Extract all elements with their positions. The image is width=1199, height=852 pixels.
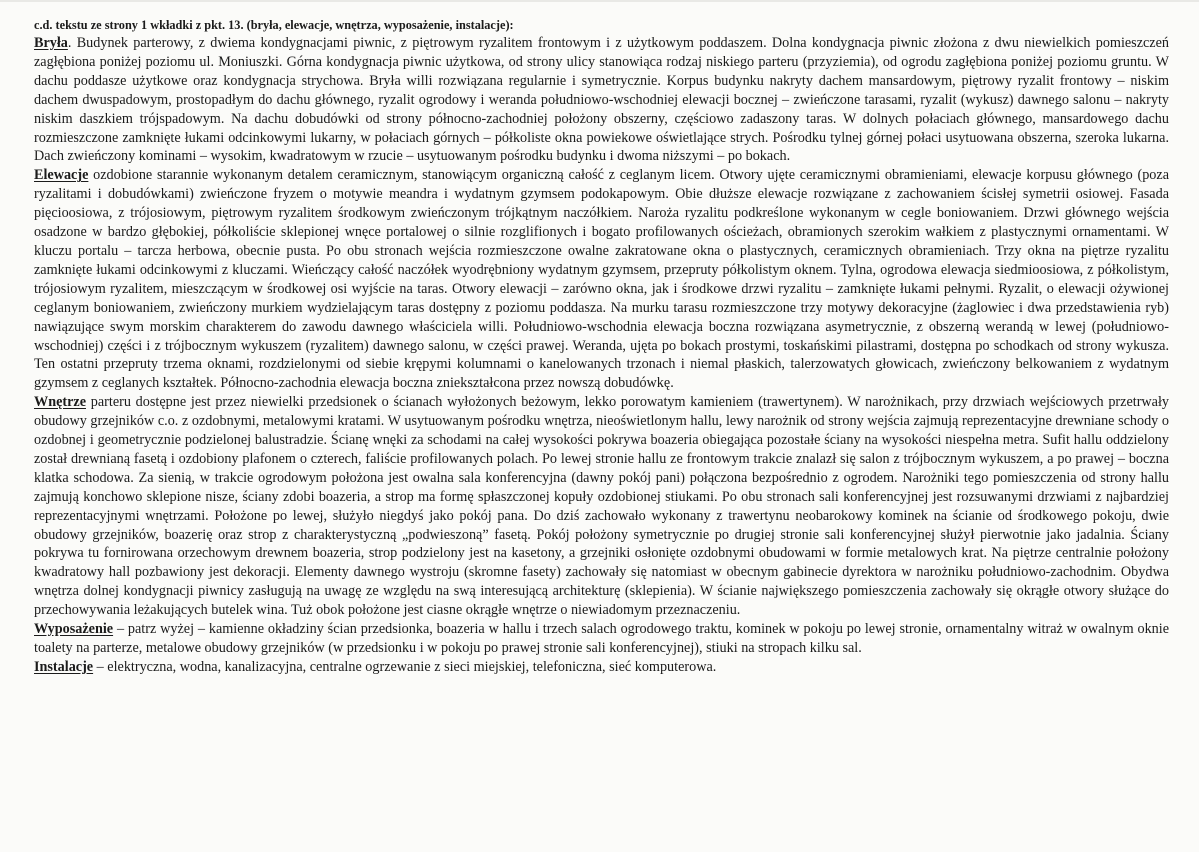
section-label-elewacje: Elewacje — [34, 167, 89, 184]
section-text-elewacje: ozdobione starannie wykonanym detalem ceramicznym, stanowiącym organiczną całość z ceglanym licem. Otwory ujęte ceramicznymi obramieniami, elewacje korpusu głównego (poza ryzalitami i dobudówkami) zwieńczone fryzem o motywie meandra i wydatnym gzymsem podokapowym. Obie dłuższe elewacje rozwiązane z zachowaniem ścisłej symetrii osiowej. Fasada pięcioosiowa, z trójosiowym, piętrowym ryzalitem środkowym zwieńczonym trójkątnym naczółkiem. Naroża ryzalitu podkreślone wykonanym w cegle boniowaniem. Drzwi głównego wejścia osadzone w bardzo głębokiej, półkoliście sklepionej wnęce portalowej o silnie rozglifionych i bogato profilowanych ościeżach, obramionych szerokim wałkiem z plastycznymi ornamentami. W kluczu portalu – tarcza herbowa, obecnie pusta. Po obu stronach wejścia rozmieszczone owalne zakratowane okna o plastycznych, ceramicznych obramieniach. Trzy okna na piętrze ryzalitu zamknięte łukami odcinkowymi z kluczami. Wieńczący całość naczółek wyodrębniony wydatnym gzymsem, przepruty półkolistym oknem. Tylna, ogrodowa elewacja siedmioosiowa, z półkolistym, trójosiowym ryzalitem, mieszczącym w środkowej osi wyjście na taras. Otwory elewacji – zarówno okna, jak i środkowe drzwi ryzalitu – zamknięte łukami pełnymi. Ryzalit, o elewacji ożywionej ceglanym boniowaniem, zwieńczony murkiem wydzielającym taras dostępny z poziomu poddasza. Na murku tarasu rozmieszczone trzy motywy dekoracyjne (żaglowiec i dwa przedstawienia ryb) nawiązujące swym morskim charakterem do zawodu dawnego właściciela willi. Południowo-wschodnia elewacja boczna rozwiązana asymetrycznie, z obszerną werandą w lewej (południowo-wschodniej) części i z trójbocznym wykuszem (ryzalitem) dawnego salonu, w części prawej. Weranda, ujęta po bokach prostymi, toskańskimi pilastrami, dostępna po schodkach od strony wykusza. Ten ostatni przepruty trzema oknami, rozdzielonymi od siebie krępymi kolumnami o kanelowanych trzonach i niemal płaskich, talerzowatych głowicach, zwieńczony belkowaniem z wydatnym gzymsem z ceglanych kształtek. Północno-zachodnia elewacja boczna zniekształcona przez nowszą dobudówkę. — [34, 167, 1169, 392]
section-wnetrze — [34, 393, 1169, 620]
section-text-instalacje: – elektryczna, wodna, kanalizacyjna, centralne ogrzewanie z sieci miejskiej, telefoniczna, sieć komputerowa. — [93, 658, 717, 675]
scan-edge — [0, 0, 1199, 2]
section-bryla — [34, 34, 1169, 166]
section-text-wyposazenie: – patrz wyżej – kamienne okładziny ścian przedsionka, boazeria w hallu i trzech salach ogrodowego traktu, kominek w pokoju po lewej stronie, ornamentalny witraż w owalnym oknie toalety na parterze, metalowe obudowy grzejników (w przedsionku i w pokoju po prawej stronie sali konferencyjnej), stiuki na stropach kilku sal. — [34, 621, 1169, 656]
section-text-bryla: . Budynek parterowy, z dwiema kondygnacjami piwnic, z piętrowym ryzalitem frontowym i z użytkowym poddaszem. Dolna kondygnacja piwnic złożona z dwu niewielkich pomieszczeń zagłębiona poniżej poziomu ul. Moniuszki. Górna kondygnacja piwnic użytkowa, od strony ulicy stanowiąca rodzaj niskiego parteru (przyziemia), od ogrodu zagłębiona poniżej poziomu gruntu. W dachu poddasze użytkowe oraz kondygnacja strychowa. Bryła willi rozwiązana regularnie i symetrycznie. Korpus budynku nakryty dachem mansardowym, piętrowy ryzalit frontowy – niskim dachem dwuspadowym, prostopadłym do dachu głównego, ryzalit ogrodowy i weranda południowo-wschodniej elewacji bocznej – zwieńczone tarasami, ryzalit (wykusz) dawnego salonu – nakryty niskim daszkiem trójspadowym. Na dachu dobudówki od strony północno-zachodniej położony obszerny, częściowo zadaszony taras. W dolnych połaciach głównego, mansardowego dachu rozmieszczone zamknięte łukami odcinkowymi lukarny, w połaciach górnych – półkoliste okna powiekowe oświetlające strych. Pośrodku tylnej górnej połaci usytuowana obszerna, szeroka lukarna. Dach zwieńczony kominami – wysokim, kwadratowym w rzucie – usytuowanym pośrodku budynku i dwoma niższymi – po bokach. — [34, 35, 1169, 165]
section-label-bryla: Bryła — [34, 35, 68, 51]
section-label-wyposazenie: Wyposażenie — [34, 621, 114, 638]
section-label-instalacje: Instalacje — [34, 658, 94, 675]
section-wyposazenie — [34, 620, 1169, 658]
section-instalacje — [34, 658, 1169, 677]
continuation-header: c.d. tekstu ze strony 1 wkładki z pkt. 13. (bryła, elewacje, wnętrza, wyposażenie, instalacje): — [34, 18, 514, 32]
section-elewacje — [34, 166, 1169, 393]
section-label-wnetrze: Wnętrze — [34, 394, 86, 411]
section-text-wnetrze: parteru dostępne jest przez niewielki przedsionek o ścianach wyłożonych beżowym, lekko porowatym kamieniem (trawertynem). W narożnikach, przy drzwiach wejściowych przetrwały obudowy grzejników c.o. z ozdobnymi, metalowymi kratami. W usytuowanym pośrodku wnętrza, nieoświetlonym hallu, lewy narożnik od strony wejścia zajmują reprezentacyjne drewniane schody o ozdobnej i geometrycznie podzielonej balustradzie. Ścianę wnęki za schodami na całej wysokości pokrywa boazeria obiegająca pozostałe ściany na wysokości niespełna metra. Sufit hallu oddzielony został drewnianą fasetą i ozdobiony plafonem o czterech, faliście profilowanych polach. Po lewej stronie hallu ze frontowym trakcie znalazł się salon z trójbocznym wykuszem, a po prawej – boczna klatka schodowa. Za sienią, w trakcie ogrodowym położona jest owalna sala konferencyjna (dawny pokój pani) połączona bezpośrednio z ogrodem. Narożniki tego pomieszczenia od strony hallu zajmują konchowo sklepione nisze, ściany zdobi boazeria, a strop ma formę spłaszczonej kopuły ozdobionej stiukami. Po obu stronach sali konferencyjnej jest rozsuwanymi drzwiami z najbardziej reprezentacyjnymi wnętrzami. Położone po lewej, służyło niegdyś jako pokój pana. Do dziś zachowało wykonany z trawertynu neobarokowy kominek na ścianie od środkowego pokoju, dwie obudowy grzejników, boazerię oraz strop z charakterystyczną „podwieszoną” fasetą. Pokój położony symetrycznie po drugiej stronie sali konferencyjnej służył pierwotnie jako jadalnia. Ściany pokrywa tu fornirowana orzechowym drewnem boazeria, strop podzielony jest na kasetony, a grzejniki osłonięte ozdobnymi obudowami w formie metalowych krat. Na piętrze centralnie położony kwadratowy hall pozbawiony jest dekoracji. Elementy dawnego wystroju (skromne fasety) zachowały się natomiast w obecnym gabinecie dyrektora w narożniku południowo-zachodnim. Obydwa wnętrza dolnej kondygnacji piwnicy zasługują na uwagę ze względu na swą interesującą architekturę (sklepienia). W ścianie największego pomieszczenia zachowały się okrągłe otwory służące do przechowywania leżakujących butelek wina. Tuż obok położone jest ciasne okrągłe wnętrze o niewiadomym przeznaczeniu. — [34, 394, 1169, 619]
